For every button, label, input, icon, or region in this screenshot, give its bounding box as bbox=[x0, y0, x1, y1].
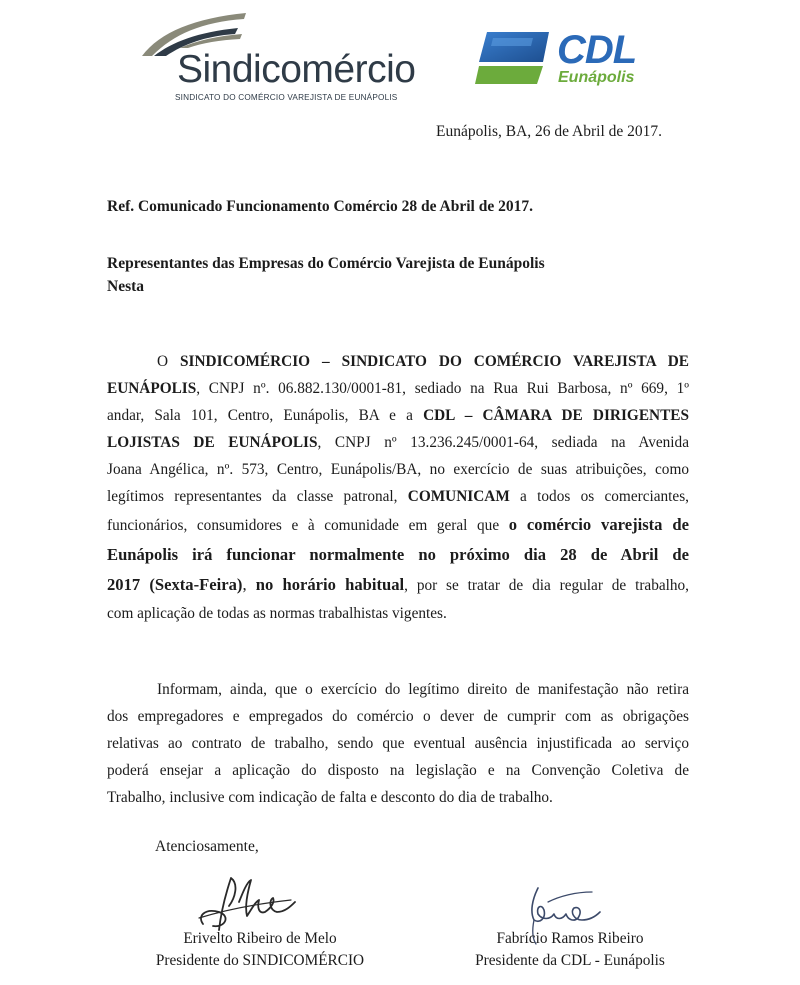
cdl-logo bbox=[473, 28, 658, 90]
sindicomercio-subtitle: SINDICATO DO COMÉRCIO VAREJISTA DE EUNÁPOLIS bbox=[175, 93, 398, 102]
sindicomercio-logo bbox=[140, 10, 445, 100]
text-run-bold: CDL – CÂMARA DE DIRIGENTES bbox=[423, 407, 689, 424]
cdl-emblem-icon bbox=[473, 28, 553, 88]
paragraph-2 bbox=[107, 676, 689, 811]
cdl-wordmark: CDL bbox=[557, 28, 637, 72]
closing-salutation: Atenciosamente, bbox=[155, 838, 259, 855]
paragraph-1-line bbox=[107, 483, 689, 510]
reference-line: Ref. Comunicado Funcionamento Comércio 28 de Abril de 2017. bbox=[107, 198, 533, 215]
paragraph-2-line: relativas ao contrato de trabalho, sendo que eventual ausência injustificada ao serviço bbox=[107, 735, 689, 752]
text-run: a todos os comerciantes, bbox=[509, 488, 689, 505]
signature-block-cdl bbox=[440, 928, 700, 972]
recipient-block bbox=[107, 252, 545, 298]
text-run: legítimos representantes da classe patronal, bbox=[107, 488, 408, 505]
paragraph-1-line bbox=[107, 402, 689, 429]
paragraph-2-line: Trabalho, inclusive com indicação de falta e desconto do dia de trabalho. bbox=[107, 789, 553, 806]
text-run-bold: 2017 (Sexta-Feira) bbox=[107, 575, 243, 594]
text-run: funcionários, consumidores e à comunidade em geral que bbox=[107, 517, 509, 534]
text-run-bold: LOJISTAS DE EUNÁPOLIS bbox=[107, 434, 318, 451]
paragraph-1-line bbox=[107, 348, 689, 375]
text-run: andar, Sala 101, Centro, Eunápolis, BA e a bbox=[107, 407, 424, 424]
text-run: , CNPJ nº. 06.882.130/0001-81, sediado na Rua Rui Barbosa, nº 669, 1º bbox=[196, 380, 689, 397]
text-run-bold: COMUNICAM bbox=[407, 488, 510, 505]
signatory-name: Erivelto Ribeiro de Melo bbox=[183, 930, 337, 947]
text-run: O bbox=[157, 353, 181, 370]
signatory-title: Presidente do SINDICOMÉRCIO bbox=[155, 952, 365, 969]
text-run: , por se tratar de dia regular de trabalho, bbox=[404, 577, 689, 594]
paragraph-1-line bbox=[107, 570, 689, 600]
signatory-title: Presidente da CDL - Eunápolis bbox=[475, 952, 665, 969]
text-run: , bbox=[242, 575, 256, 594]
date-line: Eunápolis, BA, 26 de Abril de 2017. bbox=[436, 123, 663, 140]
paragraph-1-line bbox=[107, 375, 689, 402]
cdl-city-label: Eunápolis bbox=[558, 69, 635, 86]
paragraph-1-line bbox=[107, 510, 689, 540]
paragraph-2-line: dos empregadores e empregados do comércio o dever de cumprir com as obrigações bbox=[107, 708, 689, 725]
signatory-name: Fabrício Ramos Ribeiro bbox=[496, 930, 644, 947]
sindicomercio-wordmark: Sindicomércio bbox=[177, 48, 416, 91]
signature-block-sindicomercio bbox=[120, 928, 400, 972]
recipient-line-1: Representantes das Empresas do Comércio Varejista de Eunápolis bbox=[107, 255, 545, 272]
text-run-bold: o comércio varejista de bbox=[508, 515, 689, 534]
paragraph-1-line bbox=[107, 429, 689, 456]
paragraph-2-line: Informam, ainda, que o exercício do legítimo direito de manifestação não retira bbox=[157, 681, 689, 698]
paragraph-2-line: poderá ensejar a aplicação do disposto na legislação e na Convenção Coletiva de bbox=[107, 762, 689, 779]
recipient-line-2: Nesta bbox=[107, 278, 145, 295]
text-run-bold: EUNÁPOLIS bbox=[107, 380, 197, 397]
paragraph-1-line: Eunápolis irá funcionar normalmente no próximo dia 28 de Abril de bbox=[107, 545, 689, 564]
paragraph-1-line: Joana Angélica, nº. 573, Centro, Eunápolis/BA, no exercício de suas atribuições, como bbox=[107, 461, 689, 478]
paragraph-1-line: com aplicação de todas as normas trabalhistas vigentes. bbox=[107, 605, 447, 622]
text-run-bold: SINDICOMÉRCIO – SINDICATO DO COMÉRCIO VAREJISTA DE bbox=[180, 353, 689, 370]
paragraph-1 bbox=[107, 348, 689, 627]
text-run-bold: no horário habitual bbox=[255, 575, 405, 594]
text-run: , CNPJ nº 13.236.245/0001-64, sediada na Avenida bbox=[317, 434, 689, 451]
signature-scribble-left-icon bbox=[195, 872, 305, 934]
